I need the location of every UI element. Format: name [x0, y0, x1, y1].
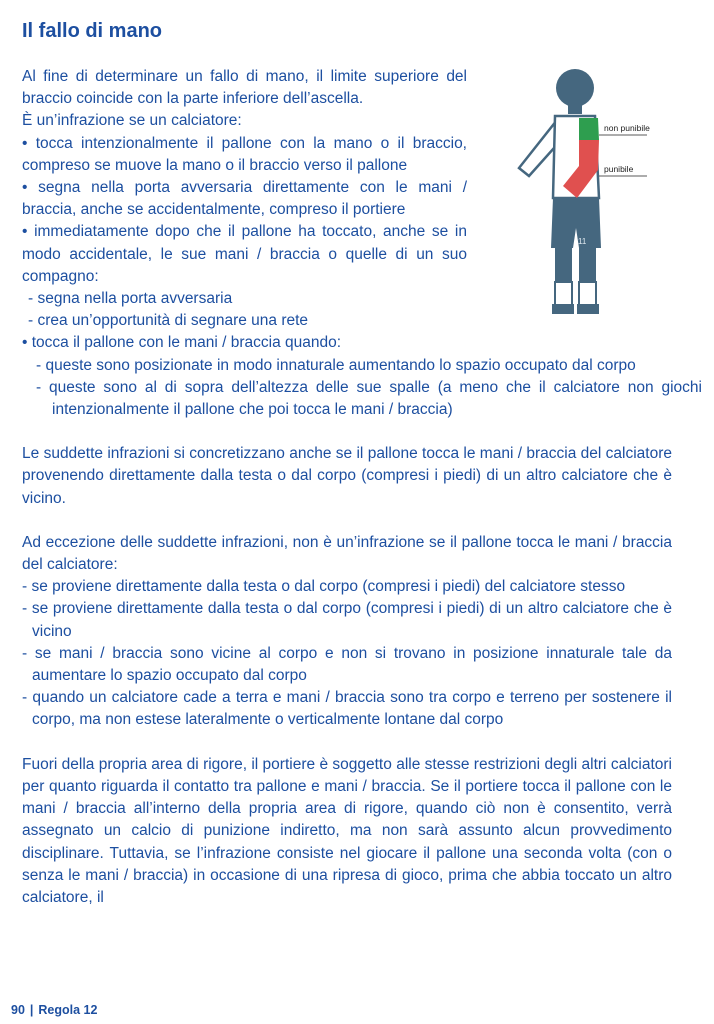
intro-section	[22, 66, 702, 421]
exception-item: - quando un calciatore cade a terra e mani / braccia sono tra corpo e terreno per sostenere il corpo, ma non estese lateralmente o verticalmente lontane dal corpo	[22, 689, 672, 729]
page-footer	[11, 1003, 97, 1017]
section-name: Regola 12	[38, 1003, 98, 1017]
sub-item-scores: - segna nella porta avversaria	[28, 290, 233, 308]
paragraph-exceptions-lead: Ad eccezione delle suddette infrazioni, non è un’infrazione se il pallone tocca le mani / braccia del calciatore:	[22, 533, 672, 574]
shirt-number: 11	[578, 237, 587, 246]
infraction-lead: È un’infrazione se un calciatore:	[22, 112, 242, 130]
exception-item: - se proviene direttamente dalla testa o dal corpo (compresi i piedi) di un altro calciatore che è vicino	[22, 600, 672, 640]
bullet-after-touch: • immediatamente dopo che il pallone ha toccato, anche se in modo accidentale, le sue mani / braccia o quelle di un suo compagno:	[22, 223, 467, 285]
label-punibile: punibile	[604, 164, 634, 174]
paragraph-close-player: Le suddette infrazioni si concretizzano anche se il pallone tocca le mani / braccia del calciatore provenendo direttamente dalla testa o dal corpo (compresi i piedi) di un altro calciatore che è vicino.	[22, 445, 672, 507]
bullet-intentional-touch: • tocca intenzionalmente il pallone con la mano o il braccio, compreso se muove la mano o il braccio verso il pallone	[22, 134, 467, 174]
bullet-scores-with-hands: • segna nella porta avversaria direttamente con le mani / braccia, anche se accidentalmente, compreso il portiere	[22, 179, 467, 219]
sub-item-unnatural-position: - queste sono posizionate in modo innaturale aumentando lo spazio occupato dal corpo	[36, 356, 636, 374]
page-number: 90	[11, 1003, 25, 1017]
arm-limit-definition: Al fine di determinare un fallo di mano, il limite superiore del braccio coincide con la parte inferiore dell’ascella.	[22, 68, 467, 108]
exception-item: - se mani / braccia sono vicine al corpo e non si trovano in posizione innaturale tale da aumentare lo spazio occupato dal corpo	[22, 644, 672, 685]
sub-item-opportunity: - crea un’opportunità di segnare una rete	[28, 312, 309, 330]
page-title: Il fallo di mano	[22, 20, 163, 42]
exception-item: - se proviene direttamente dalla testa o dal corpo (compresi i piedi) del calciatore stesso	[22, 578, 626, 596]
paragraph-goalkeeper: Fuori della propria area di rigore, il portiere è soggetto alle stesse restrizioni degli altri calciatori per quanto riguarda il contatto tra pallone e mani / braccia. Se il portiere tocca il pallone con le mani / braccia all’interno della propria area di rigore, quando ciò non è consentito, verrà assegnato un calcio di punizione indiretto, ma non sarà assunto alcun provvedimento disciplinare. Tuttavia, se l’infrazione consiste nel giocare il pallone una seconda volta (con o senza le mani / braccia) in occasione di una ripresa di gioco, prima che abbia toccato un altro calciatore, il	[22, 755, 672, 906]
footer-separator: |	[29, 1003, 34, 1017]
rule-text	[22, 66, 702, 909]
label-non-punibile: non punibile	[604, 123, 650, 133]
bullet-touches-when: • tocca il pallone con le mani / braccia quando:	[22, 334, 342, 352]
sub-item-above-shoulders: - queste sono al di sopra dell’altezza delle sue spalle (a meno che il calciatore non giochi intenzionalmente il pallone che poi tocca le mani / braccia)	[36, 378, 702, 419]
